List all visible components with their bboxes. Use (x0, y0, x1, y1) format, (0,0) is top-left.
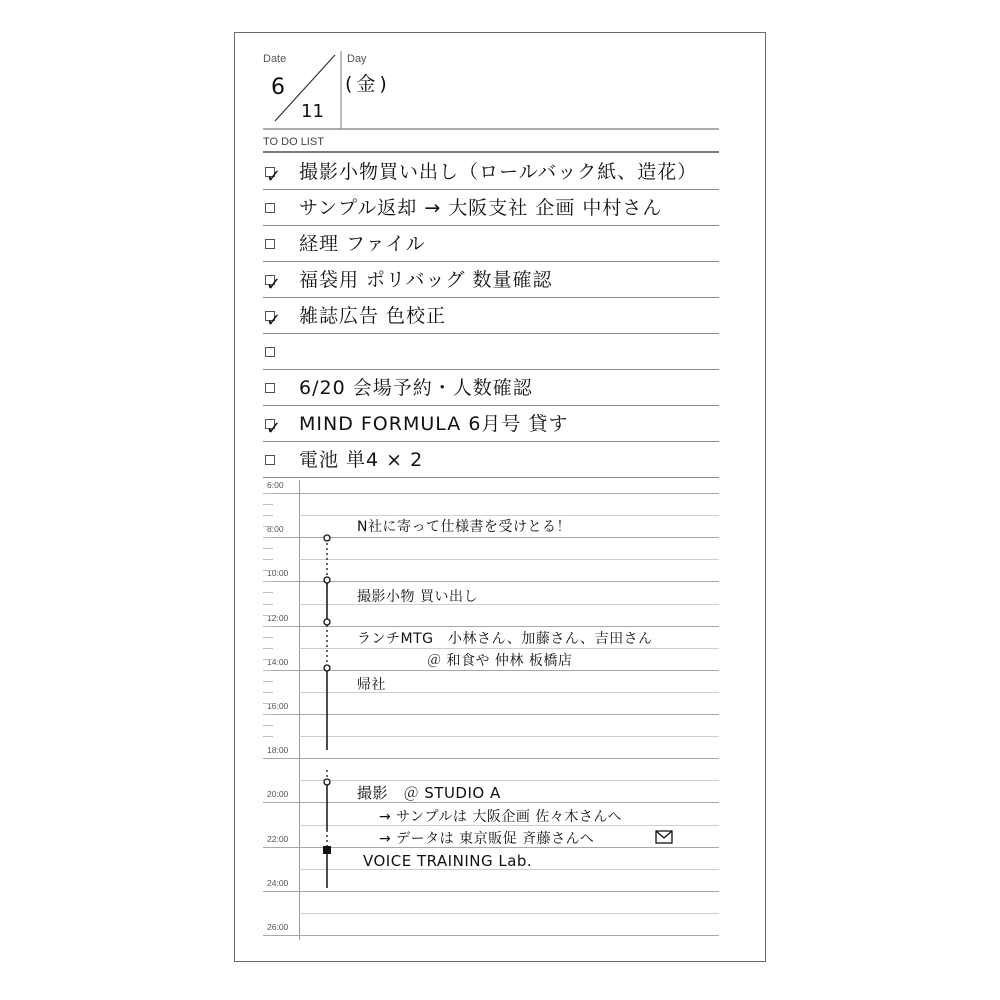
todo-checkbox[interactable] (265, 347, 275, 357)
todo-text: 電池 単4 × 2 (299, 449, 424, 471)
todo-checkbox[interactable] (265, 203, 275, 213)
todo-item (263, 405, 719, 442)
todo-checkbox[interactable] (265, 455, 275, 465)
todo-item (263, 189, 719, 226)
event-lunch-mtg: ランチMTG 小林さん、加藤さん、吉田さん (357, 631, 653, 647)
time-label: 12:00 (267, 612, 289, 623)
time-label: 14:00 (267, 656, 289, 667)
todo-text: 6/20 会場予約・人数確認 (299, 377, 533, 399)
time-label: 6:00 (267, 480, 284, 490)
timeline-markers (263, 480, 719, 940)
todo-list-label: TO DO LIST (263, 136, 324, 148)
todo-item (263, 441, 719, 478)
todo-checkbox[interactable] (265, 274, 282, 295)
checkmark-icon: ✓ (266, 310, 282, 331)
todo-text: 福袋用 ポリバッグ 数量確認 (299, 269, 553, 291)
todo-checkbox[interactable] (265, 166, 282, 187)
checkmark-icon: ✓ (266, 418, 282, 439)
time-label: 8:00 (267, 524, 284, 535)
todo-checkbox[interactable] (265, 383, 275, 393)
todo-checkbox[interactable] (265, 239, 275, 249)
event-data-note: → データは 東京販促 斉藤さんへ (379, 831, 595, 847)
todo-item (263, 333, 719, 370)
weekday: (金) (345, 73, 391, 95)
todo-text: 雑誌広告 色校正 (299, 305, 447, 327)
event-lunch-venue: ＠ 和食や 仲林 板橋店 (427, 653, 573, 669)
todo-item (263, 153, 719, 190)
date-divider (235, 33, 767, 133)
time-label: 22:00 (267, 833, 289, 844)
time-label: 24:00 (267, 877, 289, 888)
date-label: Date (263, 53, 287, 65)
event-sample-note: → サンプルは 大阪企画 佐々木さんへ (379, 809, 623, 825)
date-month: 6 (271, 75, 285, 100)
event-photoshoot: 撮影 ＠ STUDIO A (357, 784, 501, 802)
todo-item (263, 261, 719, 298)
time-label: 10:00 (267, 568, 289, 579)
time-label: 26:00 (267, 922, 289, 932)
date-day: 11 (301, 101, 324, 122)
todo-item (263, 369, 719, 406)
todo-checkbox[interactable] (265, 418, 282, 439)
event-pickup-spec: N社に寄って仕様書を受けとる！ (357, 519, 571, 535)
time-label: 20:00 (267, 789, 289, 800)
checkmark-icon: ✓ (266, 274, 282, 295)
todo-item (263, 225, 719, 262)
todo-text: サンプル返却 → 大阪支社 企画 中村さん (299, 197, 663, 219)
day-label: Day (347, 53, 367, 65)
time-label: 18:00 (267, 745, 289, 756)
todo-text: 撮影小物買い出し（ロールバック紙、造花） (299, 161, 698, 183)
todo-checkbox[interactable] (265, 310, 282, 331)
schedule (263, 480, 719, 940)
time-label: 16:00 (267, 701, 289, 711)
todo-text: MIND FORMULA 6月号 貸す (299, 413, 569, 435)
event-shopping: 撮影小物 買い出し (357, 589, 478, 605)
event-return-office: 帰社 (357, 677, 386, 693)
todo-item (263, 297, 719, 334)
event-voice-training: VOICE TRAINING Lab. (363, 852, 533, 870)
envelope-icon (655, 830, 673, 844)
planner-page (234, 32, 766, 962)
checkmark-icon: ✓ (266, 166, 282, 187)
todo-text: 経理 ファイル (299, 233, 426, 255)
